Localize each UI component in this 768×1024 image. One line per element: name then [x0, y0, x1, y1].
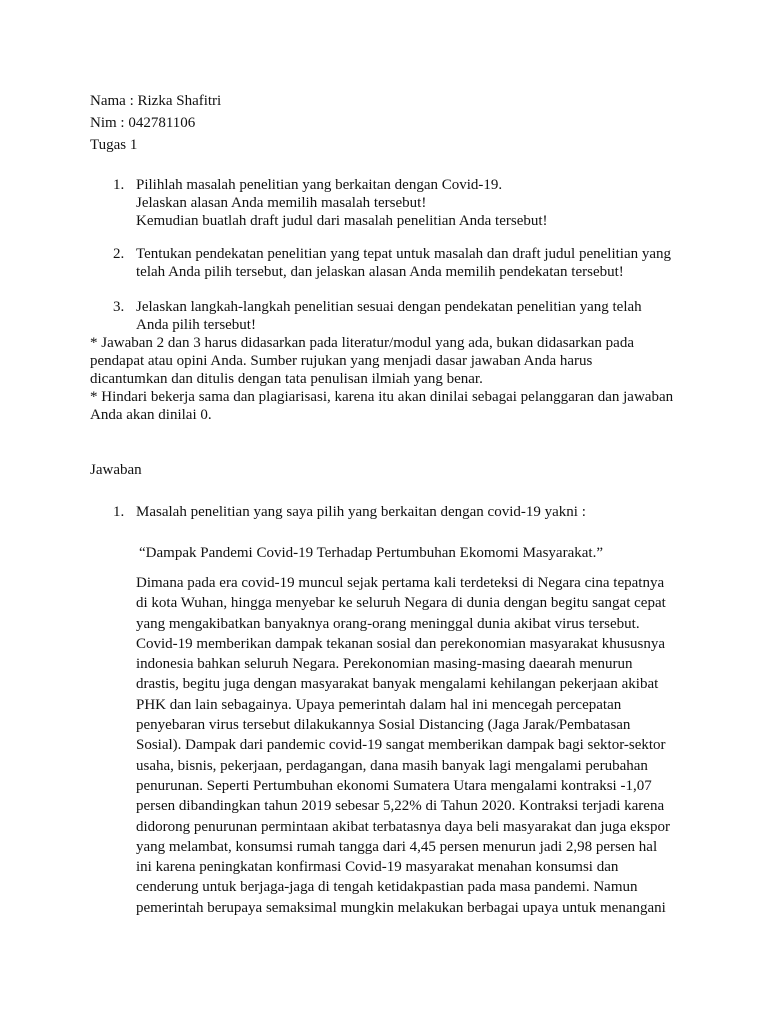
task-label: Tugas 1	[90, 137, 138, 153]
note-line: Anda akan dinilai 0.	[90, 407, 212, 423]
paragraph-line: yang mengakibatkan banyaknya orang-orang meninggal dunia akibat virus tersebut.	[136, 615, 640, 632]
research-title-quote: “Dampak Pandemi Covid-19 Terhadap Pertumbuhan Ekomomi Masyarakat.”	[139, 545, 603, 561]
paragraph-line: penurunan. Seperti Pertumbuhan ekonomi Sumatera Utara mengalami kontraksi -1,07	[136, 777, 652, 794]
answer-1-number: 1.	[113, 504, 125, 520]
paragraph-line: persen dibandingkan tahun 2019 sebesar 5,22% di Tahun 2020. Kontraksi terjadi karena	[136, 798, 665, 815]
question-2-line: telah Anda pilih tersebut, dan jelaskan alasan Anda memilih pendekatan tersebut!	[136, 264, 624, 280]
note-line: pendapat atau opini Anda. Sumber rujukan yang menjadi dasar jawaban Anda harus	[90, 353, 593, 369]
note-line: * Jawaban 2 dan 3 harus didasarkan pada literatur/modul yang ada, bukan didasarkan pada	[90, 335, 634, 351]
paragraph-line: cenderung untuk berjaga-jaga di tengah ketidakpastian pada masa pandemi. Namun	[136, 879, 638, 896]
paragraph-line: ini karena peningkatan konfirmasi Covid-19 masyarakat menahan konsumsi dan	[136, 859, 619, 876]
answer-heading: Jawaban	[90, 462, 142, 478]
question-3-line: Anda pilih tersebut!	[136, 317, 256, 333]
paragraph-line: penyebaran virus tersebut dilakukannya Sosial Distancing (Jaga Jarak/Pembatasan	[136, 717, 631, 734]
question-2-line: Tentukan pendekatan penelitian yang tepat untuk masalah dan draft judul penelitian yang	[136, 246, 672, 262]
question-1-line: Jelaskan alasan Anda memilih masalah tersebut!	[136, 195, 427, 211]
question-1-line: Kemudian buatlah draft judul dari masalah penelitian Anda tersebut!	[136, 213, 548, 229]
note-line: * Hindari bekerja sama dan plagiarisasi, karena itu akan dinilai sebagai pelanggaran dan jawaban	[90, 389, 674, 405]
paragraph-line: Sosial). Dampak dari pandemic covid-19 sangat memberikan dampak bagi sektor-sektor	[136, 737, 666, 754]
paragraph-line: pemerintah berupaya semaksimal mungkin melakukan berbagai upaya untuk menangani	[136, 899, 666, 916]
answer-body-paragraph	[136, 573, 670, 918]
question-1-line: Pilihlah masalah penelitian yang berkaitan dengan Covid-19.	[136, 177, 503, 193]
paragraph-line: drastis, begitu juga dengan masyarakat banyak mengalami kehilangan pekerjaan akibat	[136, 676, 659, 693]
paragraph-line: yang melambat, konsumsi rumah tangga dari 4,45 persen menurun jadi 2,98 persen hal	[136, 838, 658, 855]
student-name: Nama : Rizka Shafitri	[90, 93, 222, 109]
paragraph-line: di kota Wuhan, hingga menyebar ke seluruh Negara di dunia dengan begitu sangat cepat	[136, 595, 666, 612]
question-3-line: Jelaskan langkah-langkah penelitian sesuai dengan pendekatan penelitian yang telah	[136, 299, 642, 315]
note-line: dicantumkan dan ditulis dengan tata penulisan ilmiah yang benar.	[90, 371, 483, 387]
question-2-number: 2.	[113, 246, 125, 262]
paragraph-line: Dimana pada era covid-19 muncul sejak pertama kali terdeteksi di Negara cina tepatnya	[136, 575, 665, 591]
paragraph-line: Covid-19 memberikan dampak tekanan sosial dan perekonomian masyarakat khususnya	[136, 635, 666, 652]
student-nim: Nim : 042781106	[90, 115, 196, 131]
question-1-number: 1.	[113, 177, 125, 193]
paragraph-line: usaha, bisnis, pekerjaan, perdagangan, dana masih banyak lagi mengalami perubahan	[136, 757, 648, 774]
answer-1-text: Masalah penelitian yang saya pilih yang berkaitan dengan covid-19 yakni :	[136, 504, 586, 520]
paragraph-line: didorong penurunan permintaan akibat terbatasnya daya beli masyarakat dan juga ekspor	[136, 818, 670, 835]
paragraph-line: indonesia bahkan seluruh Negara. Perekonomian masing-masing daearah menurun	[136, 656, 633, 673]
paragraph-line: PHK dan lain sebagainya. Upaya pemerintah dalam hal ini mencegah percepatan	[136, 696, 622, 713]
question-3-number: 3.	[113, 299, 125, 315]
